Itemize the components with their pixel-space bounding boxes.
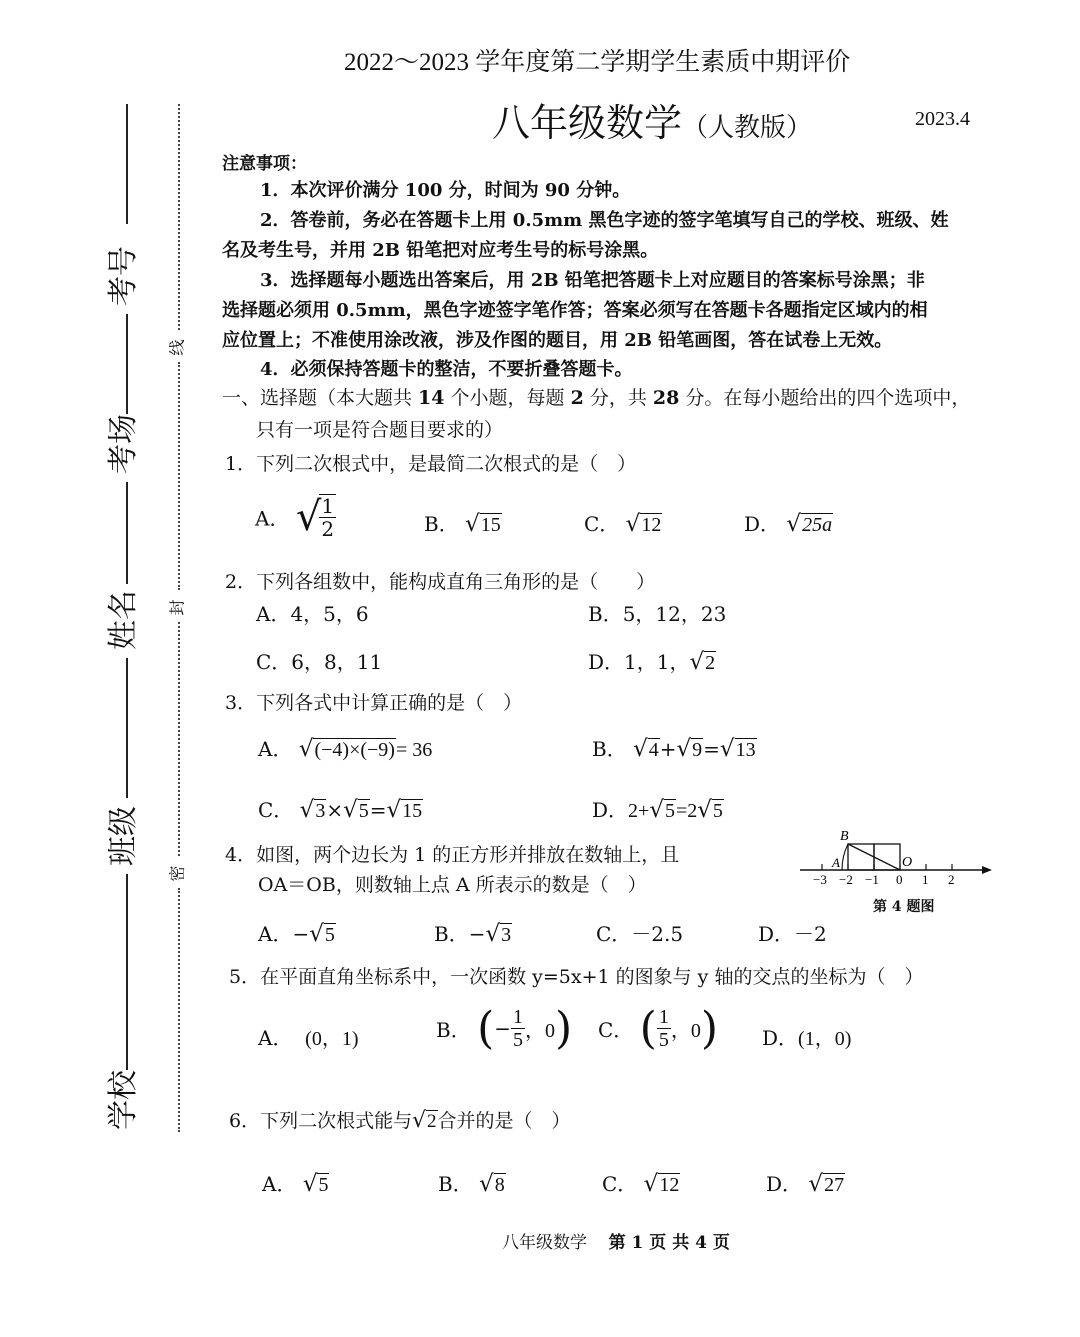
seal-char-secret: 密 [167, 865, 187, 882]
square-1 [848, 844, 874, 870]
label-o: O [902, 855, 913, 870]
denominator: 5 [513, 1029, 523, 1051]
option-text: D．1，1， [588, 650, 690, 674]
seal-dotted-line-3 [178, 622, 180, 856]
margin-line-1 [126, 104, 128, 224]
numerator: 1 [513, 1006, 523, 1028]
option-label: C． [584, 512, 620, 536]
sqrt-sign-icon: √ [298, 736, 314, 762]
exam-edition: （人教版） [682, 113, 813, 143]
sqrt-sign-icon: √ [786, 511, 802, 537]
coordinate: (1，0) [798, 1028, 852, 1050]
numerator: 1 [658, 1006, 669, 1028]
question-3-stem: 3．下列各式中计算正确的是（ ） [225, 692, 523, 714]
expr-part: =2 [675, 800, 698, 822]
q2-option-d [588, 646, 716, 675]
square-2 [874, 844, 900, 870]
radicand: 2 [427, 1111, 437, 1132]
sqrt-sign-icon: √ [479, 1171, 494, 1197]
coord-rest: ，0 [525, 1020, 555, 1042]
q6-option-a [262, 1168, 329, 1197]
footer-page: 第 1 页 共 4 页 [608, 1233, 730, 1253]
minus-sign: − [468, 922, 486, 946]
exam-date: 2023.4 [915, 108, 970, 130]
sqrt-sign-icon: √ [412, 1108, 427, 1133]
section-text: 分，共 [583, 387, 653, 409]
tick-label: −2 [839, 872, 853, 887]
seal-dotted-line-1 [178, 104, 180, 330]
option-label: D． [762, 1026, 799, 1050]
tick-label: 1 [922, 872, 929, 887]
radicand: (−4)×(−9) [314, 739, 395, 761]
radicand: 5 [712, 800, 723, 822]
option-label: A． [262, 1172, 297, 1196]
operator: + [659, 737, 677, 761]
margin-label-exam-number: 考号 [106, 246, 141, 306]
left-paren-icon: ( [477, 1003, 495, 1054]
label-a: A [832, 855, 840, 870]
sqrt-sign-icon: √ [649, 797, 664, 823]
option-label: B． [592, 737, 627, 761]
radicand: 25a [802, 514, 833, 536]
radicand: 3 [501, 924, 512, 946]
margin-line-3 [126, 482, 128, 584]
radicand: 15 [480, 514, 501, 536]
q3-option-b [592, 733, 757, 762]
fraction [657, 1006, 671, 1051]
option-label: D． [592, 798, 629, 822]
seal-char-line: 线 [167, 339, 187, 356]
arc-icon [842, 844, 848, 870]
q4-option-a [258, 918, 336, 947]
seal-dotted-line-2 [178, 362, 180, 590]
radicand: 27 [824, 1174, 845, 1196]
q6-option-d [766, 1168, 845, 1197]
sqrt-sign-icon: √ [689, 649, 705, 675]
operator: × [326, 798, 344, 822]
sqrt-sign-icon: √ [295, 494, 322, 540]
radicand: 15 [402, 800, 423, 822]
q6-option-b [438, 1168, 506, 1197]
section-heading [222, 383, 970, 410]
radicand: 5 [318, 1174, 329, 1196]
radicand: 13 [735, 739, 756, 761]
section-count: 14 [418, 387, 445, 409]
q3-option-c [258, 794, 423, 823]
margin-line-2 [126, 314, 128, 414]
question-2-stem: 2．下列各组数中，能构成直角三角形的是（ ） [225, 571, 656, 593]
expr-part: 2+ [628, 800, 650, 822]
tick-label: 2 [948, 872, 955, 887]
section-text: 一、选择题（本大题共 [222, 387, 419, 409]
sqrt-sign-icon: √ [625, 511, 641, 537]
q1-option-a [255, 494, 336, 540]
margin-line-4 [126, 658, 128, 798]
q6-option-c [602, 1168, 680, 1197]
q5-option-b [436, 1003, 572, 1054]
sqrt-sign-icon: √ [808, 1171, 824, 1197]
section-total: 28 [652, 387, 680, 409]
option-label: A． [258, 737, 293, 761]
sqrt-sign-icon: √ [309, 921, 324, 947]
q4-option-d: D．－2 [758, 922, 827, 946]
section-heading-line2: 只有一项是符合题目要求的） [256, 419, 504, 441]
sqrt-sign-icon: √ [719, 736, 735, 762]
footer-subject: 八年级数学 [502, 1233, 587, 1253]
question-4-stem-line1: 4．如图，两个边长为 1 的正方形并排放在数轴上，且 [225, 844, 680, 866]
q2-option-b: B．5，12，23 [588, 602, 727, 626]
tick-label: −1 [865, 872, 879, 887]
seal-dotted-line-4 [178, 888, 180, 1132]
margin-label-name: 姓名 [106, 590, 141, 650]
q5-option-c [598, 1003, 718, 1054]
option-label: B． [434, 922, 469, 946]
option-label: D． [744, 512, 781, 536]
section-text: 个小题，每题 [444, 387, 571, 409]
question-5-stem: 5．在平面直角坐标系中，一次函数 y=5x+1 的图象与 y 轴的交点的坐标为（ ） [229, 966, 924, 988]
q4-option-b [434, 918, 512, 947]
option-label: A． [255, 506, 290, 531]
margin-label-school: 学校 [106, 1070, 141, 1130]
q5-option-a [258, 1022, 359, 1051]
q1-option-d [744, 508, 833, 537]
question-6-stem [229, 1106, 571, 1133]
margin-line-5 [126, 874, 128, 1070]
tick-label: 0 [896, 872, 903, 887]
q1-option-c [584, 508, 662, 537]
denominator: 2 [321, 517, 335, 541]
exam-title-text: 八年级数学 [492, 101, 683, 145]
stem-text: 6．下列二次根式能与 [229, 1110, 413, 1132]
section-text: 分。在每小题给出的四个选项中， [679, 387, 971, 409]
arrow-icon [982, 866, 992, 874]
option-label: C． [258, 798, 294, 822]
fraction [511, 1006, 525, 1051]
margin-label-class: 班级 [106, 806, 141, 866]
exam-title [492, 92, 812, 147]
option-label: C． [598, 1018, 634, 1042]
sqrt-sign-icon: √ [465, 511, 480, 537]
seal-char-seal: 封 [167, 599, 187, 616]
option-label: B． [424, 512, 459, 536]
sqrt-sign-icon: √ [386, 797, 402, 823]
coord-rest: ，0 [670, 1020, 701, 1042]
option-label: C． [602, 1172, 638, 1196]
operator: = [703, 737, 720, 761]
section-points: 2 [570, 387, 584, 409]
radicand: 12 [659, 1174, 680, 1196]
notice-item: 名及考生号，并用 2B 铅笔把对应考生号的标号涂黑。 [222, 240, 659, 261]
sqrt-sign-icon: √ [633, 736, 648, 762]
tick-label: −3 [813, 872, 827, 887]
notice-item: 4．必须保持答题卡的整洁，不要折叠答题卡。 [260, 359, 633, 380]
notice-item: 3．选择题每小题选出答案后，用 2B 铅笔把答题卡上对应题目的答案标号涂黑；非 [260, 270, 925, 291]
q1-option-b [424, 508, 502, 537]
notice-item: 1．本次评价满分 100 分，时间为 90 分钟。 [260, 180, 631, 201]
q4-option-c: C．－2.5 [596, 922, 684, 946]
margin-label-exam-room: 考场 [106, 414, 141, 474]
coordinate: (0，1) [305, 1028, 359, 1050]
right-paren-icon: ) [700, 1003, 719, 1054]
option-label: D． [766, 1172, 803, 1196]
radicand: 12 [641, 514, 662, 536]
notice-item: 选择题必须用 0.5mm，黑色字迹签字笔作答；答案必须写在答题卡各题指定区域内的相 [222, 300, 928, 321]
sqrt-sign-icon: √ [299, 797, 315, 823]
notice-item: 应位置上；不准使用涂改液，涉及作图的题目，用 2B 铅笔画图，答在试卷上无效。 [222, 330, 893, 351]
q2-option-c: C．6，8，11 [256, 650, 383, 674]
question-4-stem-line2: OA＝OB，则数轴上点 A 所表示的数是（ ） [258, 874, 647, 896]
option-label: B． [438, 1172, 473, 1196]
numerator: 1 [321, 494, 335, 518]
footer [502, 1228, 730, 1253]
operator: = [369, 798, 387, 822]
q3-option-a [258, 733, 432, 762]
figure-caption: 第 4 题图 [873, 899, 935, 915]
radicand: 5 [664, 800, 675, 822]
minus-sign: − [494, 1016, 511, 1041]
radicand: 2 [705, 652, 716, 674]
right-paren-icon: ) [555, 1003, 573, 1054]
stem-text: 合并的是（ ） [437, 1110, 571, 1132]
q2-option-a: A．4，5，6 [256, 602, 369, 626]
notice-heading: 注意事项： [222, 154, 307, 174]
option-label: A． [258, 1026, 293, 1050]
label-b: B [840, 829, 849, 844]
radicand: 4 [648, 739, 659, 761]
radicand: 8 [494, 1174, 505, 1196]
minus-sign: − [292, 922, 310, 946]
radicand: 5 [324, 924, 335, 946]
option-label: B． [436, 1018, 471, 1042]
radicand: 9 [692, 739, 703, 761]
fraction [319, 494, 336, 540]
sqrt-sign-icon: √ [485, 921, 501, 947]
denominator: 5 [658, 1029, 669, 1051]
number-line-figure [796, 822, 996, 892]
q5-option-d [762, 1022, 851, 1051]
question-1-stem: 1．下列二次根式中，是最简二次根式的是（ ） [225, 453, 637, 475]
option-label: A． [258, 922, 293, 946]
left-paren-icon: ( [639, 1003, 657, 1054]
sqrt-sign-icon: √ [676, 736, 692, 762]
radicand: 5 [358, 800, 369, 822]
q3-option-d [592, 794, 724, 823]
exam-subtitle: 2022～2023 学年度第二学期学生素质中期评价 [344, 49, 851, 76]
sqrt-sign-icon: √ [697, 797, 712, 823]
sqrt-sign-icon: √ [343, 797, 358, 823]
notice-item: 2．答卷前，务必在答题卡上用 0.5mm 黑色字迹的签字笔填写自己的学校、班级、姓 [260, 210, 949, 231]
radicand: 3 [315, 800, 326, 822]
sqrt-sign-icon: √ [302, 1171, 318, 1197]
sqrt-sign-icon: √ [643, 1171, 659, 1197]
expr-rest: = 36 [395, 739, 433, 761]
